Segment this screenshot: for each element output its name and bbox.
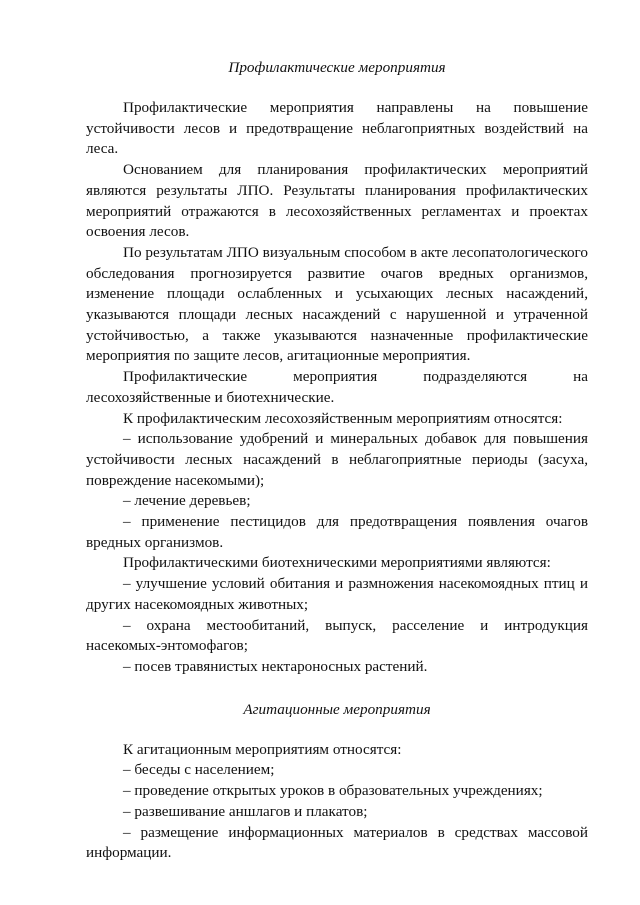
list-item: – проведение открытых уроков в образовательных учреждениях; (123, 782, 543, 800)
list-item: – охрана местообитаний, выпуск, расселение и интродукция насекомых-энтомофагов; (86, 616, 588, 655)
paragraph: К агитационным мероприятиям относятся: (123, 740, 402, 758)
list-item: – улучшение условий обитания и размножения насекомоядных птиц и других насекомоядных животных; (86, 575, 588, 613)
list-item: – развешивание аншлагов и плакатов; (123, 802, 368, 820)
section-preventive-measures (86, 58, 588, 678)
paragraph: Профилактическими биотехническими мероприятиями являются: (123, 554, 551, 572)
list-item: – размещение информационных материалов в средствах массовой информации. (86, 823, 588, 862)
document-page (86, 58, 588, 864)
paragraph: По результатам ЛПО визуальным способом в акте лесопатологического обследования прогнозируется развитие очагов вредных организмов, изменение площади ослабленных и усыхающих лесных насаждений, указываются площади лесных насаждений с нарушенной и утраченной устойчивостью, а также указываются назначенные профилактические мероприятия по защите лесов, агитационные мероприятия. (86, 243, 588, 365)
list-item: – применение пестицидов для предотвращения появления очагов вредных организмов. (86, 513, 588, 551)
list-item: – беседы с населением; (123, 761, 275, 779)
list-item: – лечение деревьев; (123, 492, 251, 510)
section-title-agitation: Агитационные мероприятия (243, 700, 431, 718)
paragraph: К профилактическим лесохозяйственным мероприятиям относятся: (123, 409, 563, 427)
paragraph: Основанием для планирования профилактических мероприятий являются результаты ЛПО. Результаты планирования профилактических мероприятий отражаются в лесохозяйственных регламентах и проектах освоения лесов. (86, 161, 588, 241)
list-item: – использование удобрений и минеральных добавок для повышения устойчивости лесных насаждений в неблагоприятные периоды (засуха, повреждение насекомыми); (86, 430, 588, 489)
section-agitation-measures (86, 700, 588, 864)
section-title-preventive: Профилактические мероприятия (228, 59, 446, 76)
paragraph: Профилактические мероприятия подразделяются на лесохозяйственные и биотехнические. (86, 368, 588, 406)
paragraph: Профилактические мероприятия направлены на повышение устойчивости лесов и предотвращение неблагоприятных воздействий на леса. (86, 99, 588, 158)
list-item: – посев травянистых нектароносных растений. (123, 657, 428, 675)
